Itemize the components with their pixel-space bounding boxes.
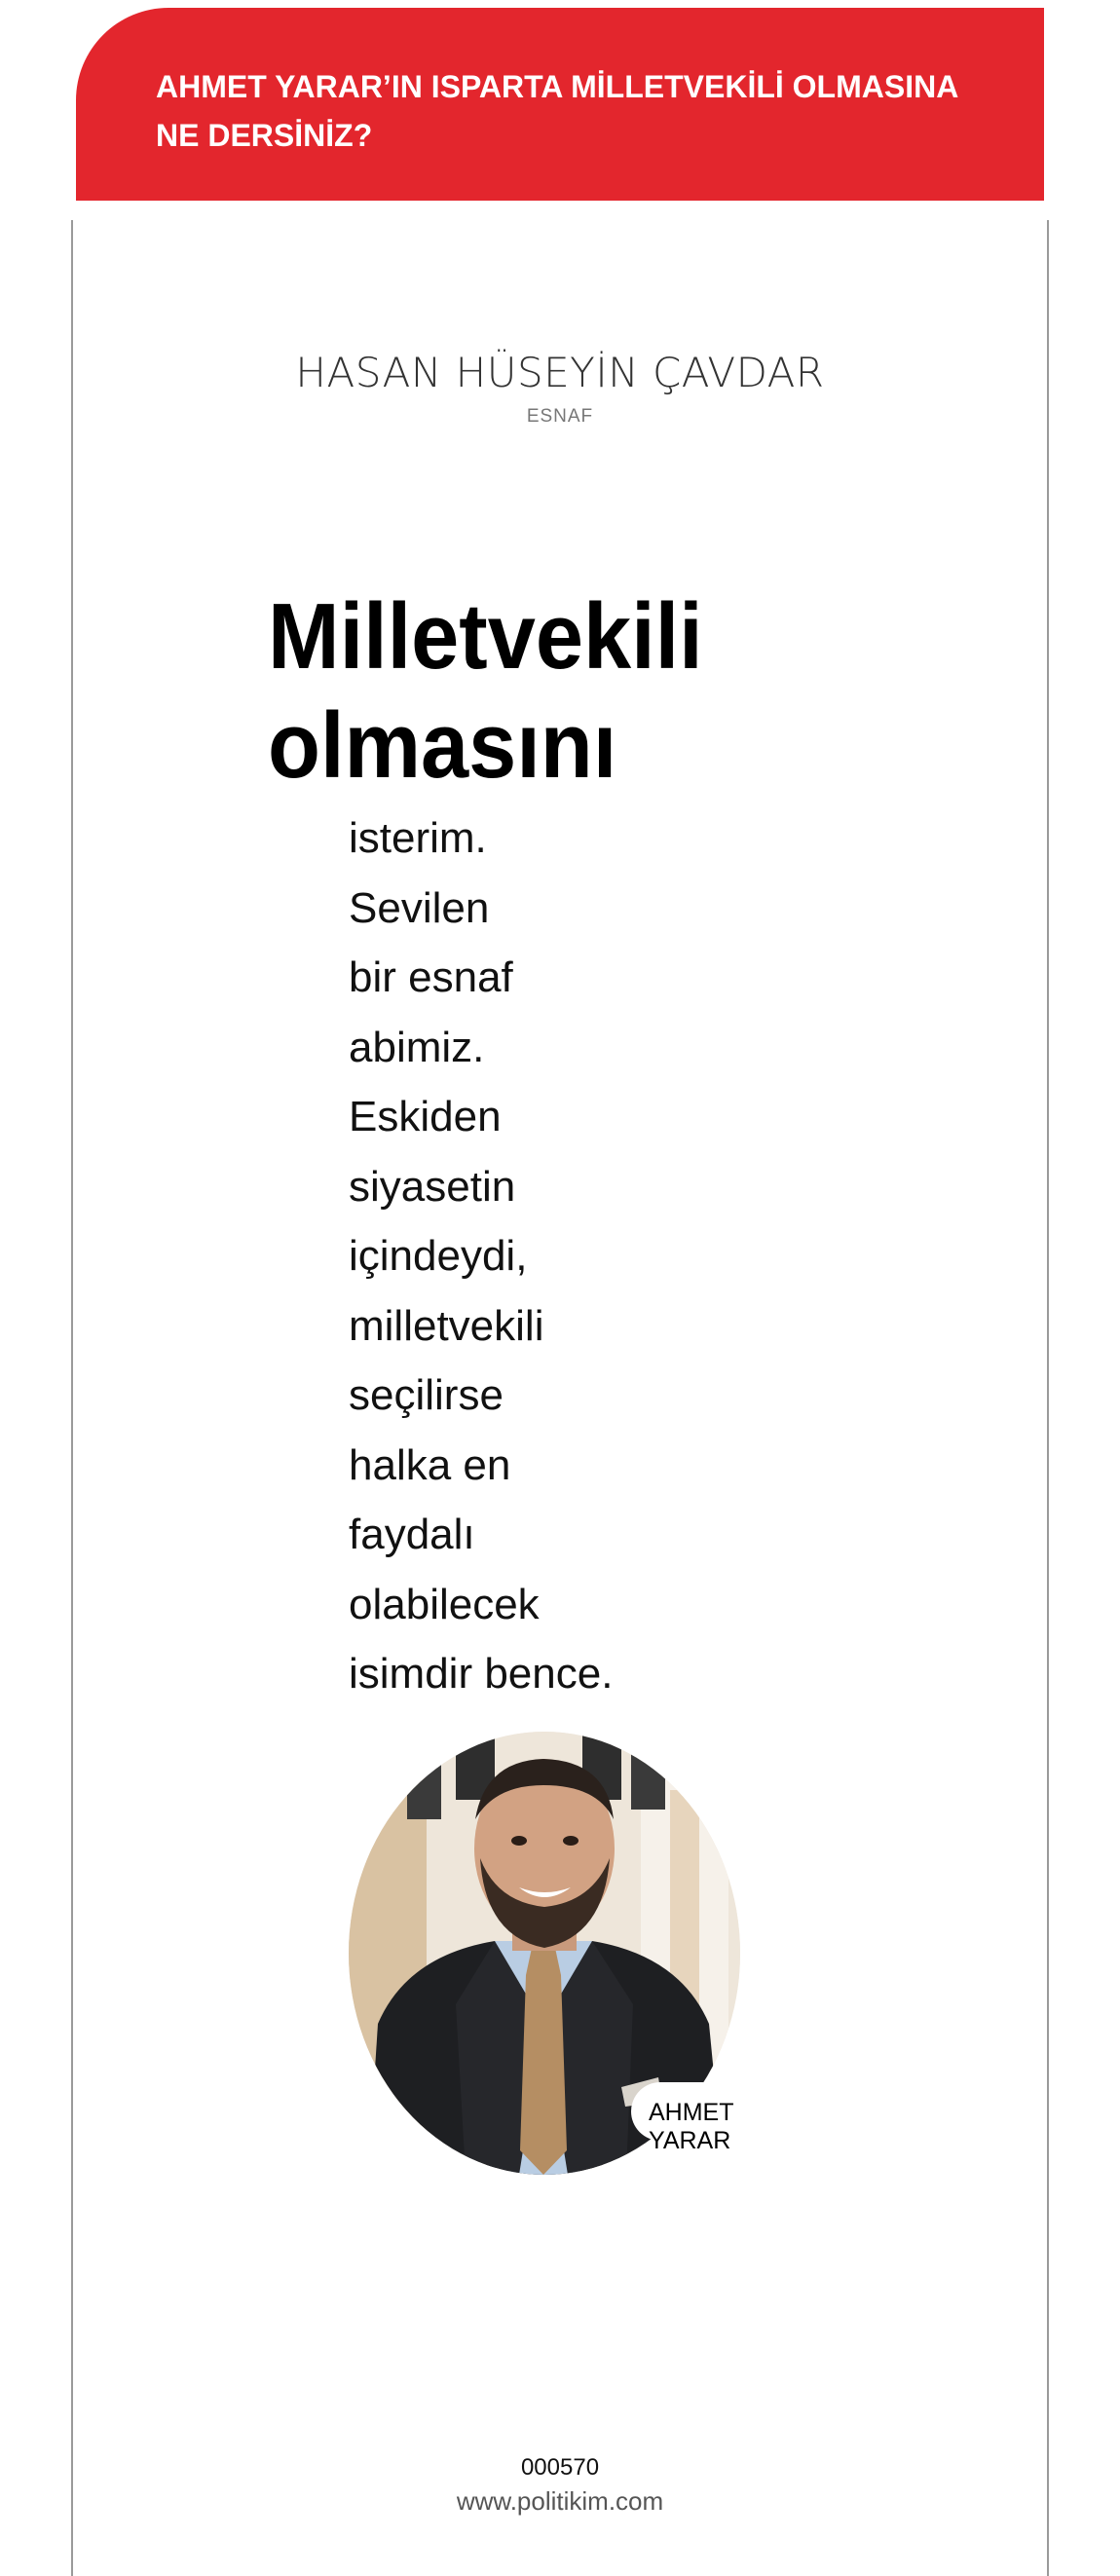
quote-line: seçilirse xyxy=(349,1371,504,1419)
quote-line: Eskiden xyxy=(349,1093,502,1140)
quote-line: isimdir bence. xyxy=(349,1650,614,1698)
header-banner xyxy=(76,8,1044,201)
right-border-line xyxy=(1047,220,1049,2576)
quote-line: bir esnaf xyxy=(349,953,513,1001)
photo-caption: AHMET YARAR xyxy=(649,2099,734,2154)
quote-line: Sevilen xyxy=(349,883,490,932)
quote-body xyxy=(349,803,613,1709)
quote-line: içindeydi, xyxy=(349,1232,528,1280)
quote-line: milletvekili xyxy=(349,1301,544,1350)
respondent-role: ESNAF xyxy=(526,406,594,427)
headline-line1: Milletvekili xyxy=(268,584,703,689)
quote-line: faydalı xyxy=(349,1511,475,1558)
quote-line: halka en xyxy=(349,1440,511,1489)
banner-title-line2: NE DERSİNİZ? xyxy=(156,118,373,153)
photo-caption-tag xyxy=(631,2082,814,2154)
respondent-name: HASAN HÜSEYİN ÇAVDAR xyxy=(295,349,825,396)
banner-title xyxy=(156,62,1042,160)
quote-line: abimiz. xyxy=(349,1023,485,1071)
quote-line: olabilecek xyxy=(349,1580,540,1628)
footer-website: www.politikim.com xyxy=(456,2486,664,2516)
headline-line2: olmasını xyxy=(268,693,617,798)
footer-code: 000570 xyxy=(520,2454,600,2481)
banner-title-line1: AHMET YARAR’IN ISPARTA MİLLETVEKİLİ OLMASINA xyxy=(156,69,959,104)
quote-line: siyasetin xyxy=(349,1162,516,1211)
headline xyxy=(268,582,703,801)
left-border-line xyxy=(71,220,73,2576)
quote-line: isterim. xyxy=(349,814,487,862)
